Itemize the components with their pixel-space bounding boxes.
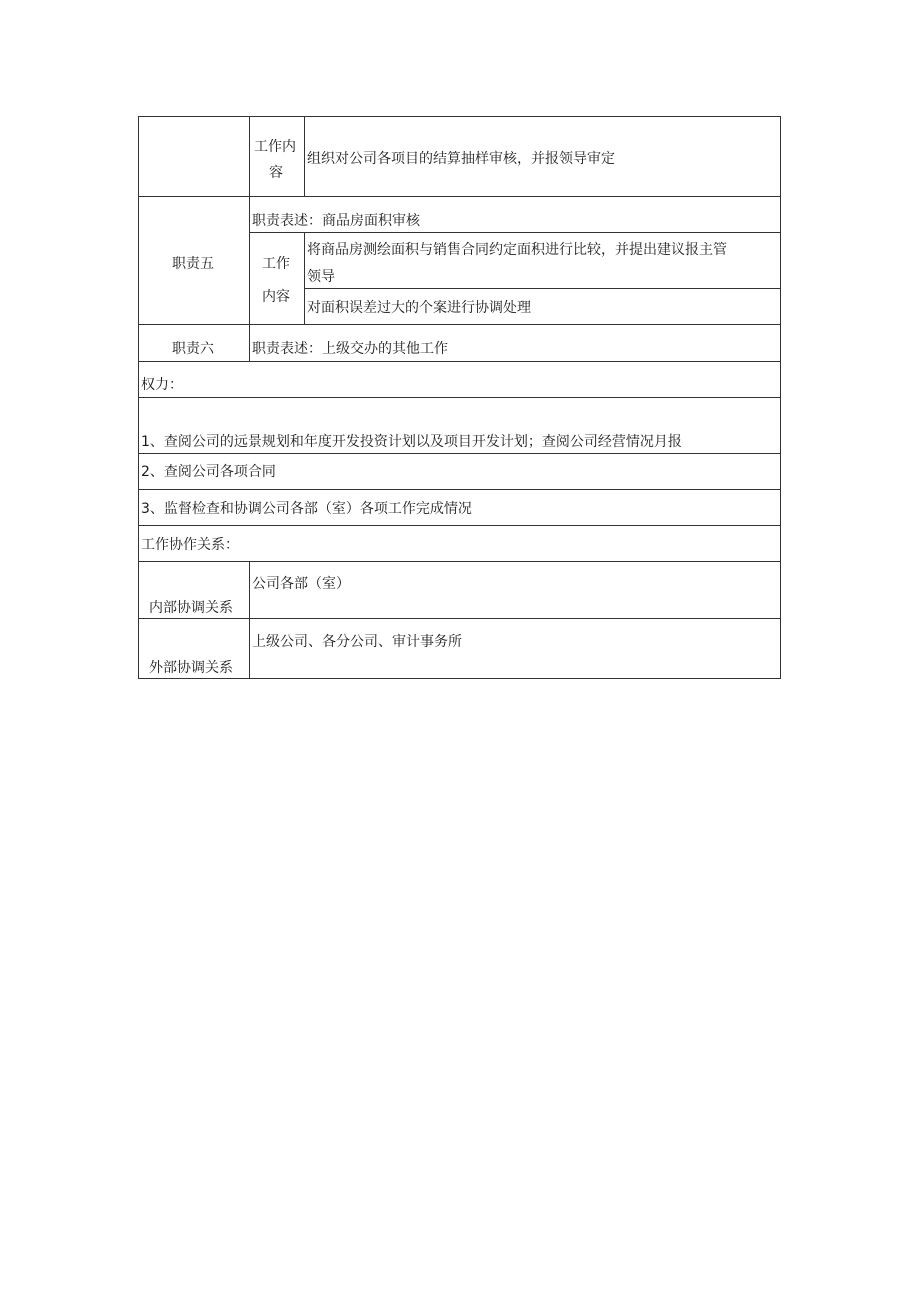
row-divider — [139, 618, 780, 619]
row-divider — [139, 196, 780, 197]
duty-five-description: 职责表述：商品房面积审核 — [252, 213, 420, 229]
work-content-text: 组织对公司各项目的结算抽样审核，并报领导审定 — [307, 151, 615, 167]
authority-item: 2、查阅公司各项合同 — [141, 464, 276, 480]
responsibility-table — [138, 116, 781, 679]
row-divider — [304, 288, 780, 289]
internal-coordination-label: 内部协调关系 — [149, 600, 233, 616]
internal-coordination-value: 公司各部（室） — [252, 576, 350, 592]
work-content-label: 工作内 — [254, 139, 296, 155]
work-content-label: 内容 — [262, 289, 290, 305]
column-divider — [304, 232, 305, 324]
duty-five-item: 将商品房测绘面积与销售合同约定面积进行比较，并提出建议报主管 — [307, 242, 727, 258]
authority-heading: 权力： — [141, 377, 183, 393]
duty-five-item: 领导 — [307, 269, 335, 285]
external-coordination-value: 上级公司、各分公司、审计事务所 — [252, 634, 462, 650]
row-divider — [139, 397, 780, 398]
row-divider — [139, 324, 780, 325]
work-content-label: 工作 — [262, 256, 290, 272]
column-divider — [249, 117, 250, 361]
row-divider — [249, 232, 780, 233]
row-divider — [139, 361, 780, 362]
authority-item: 1、查阅公司的远景规划和年度开发投资计划以及项目开发计划；查阅公司经营情况月报 — [141, 434, 682, 450]
duty-six-description: 职责表述：上级交办的其他工作 — [252, 341, 448, 357]
duty-six-label: 职责六 — [172, 341, 214, 357]
duty-five-label: 职责五 — [172, 256, 214, 272]
work-content-label: 容 — [269, 165, 283, 181]
authority-item: 3、监督检查和协调公司各部（室）各项工作完成情况 — [141, 501, 472, 517]
row-divider — [139, 525, 780, 526]
collaboration-heading: 工作协作关系： — [141, 537, 239, 553]
external-coordination-label: 外部协调关系 — [149, 660, 233, 676]
duty-five-item: 对面积误差过大的个案进行协调处理 — [307, 300, 531, 316]
row-divider — [139, 489, 780, 490]
column-divider — [304, 117, 305, 196]
column-divider — [249, 561, 250, 678]
row-divider — [139, 561, 780, 562]
row-divider — [139, 453, 780, 454]
